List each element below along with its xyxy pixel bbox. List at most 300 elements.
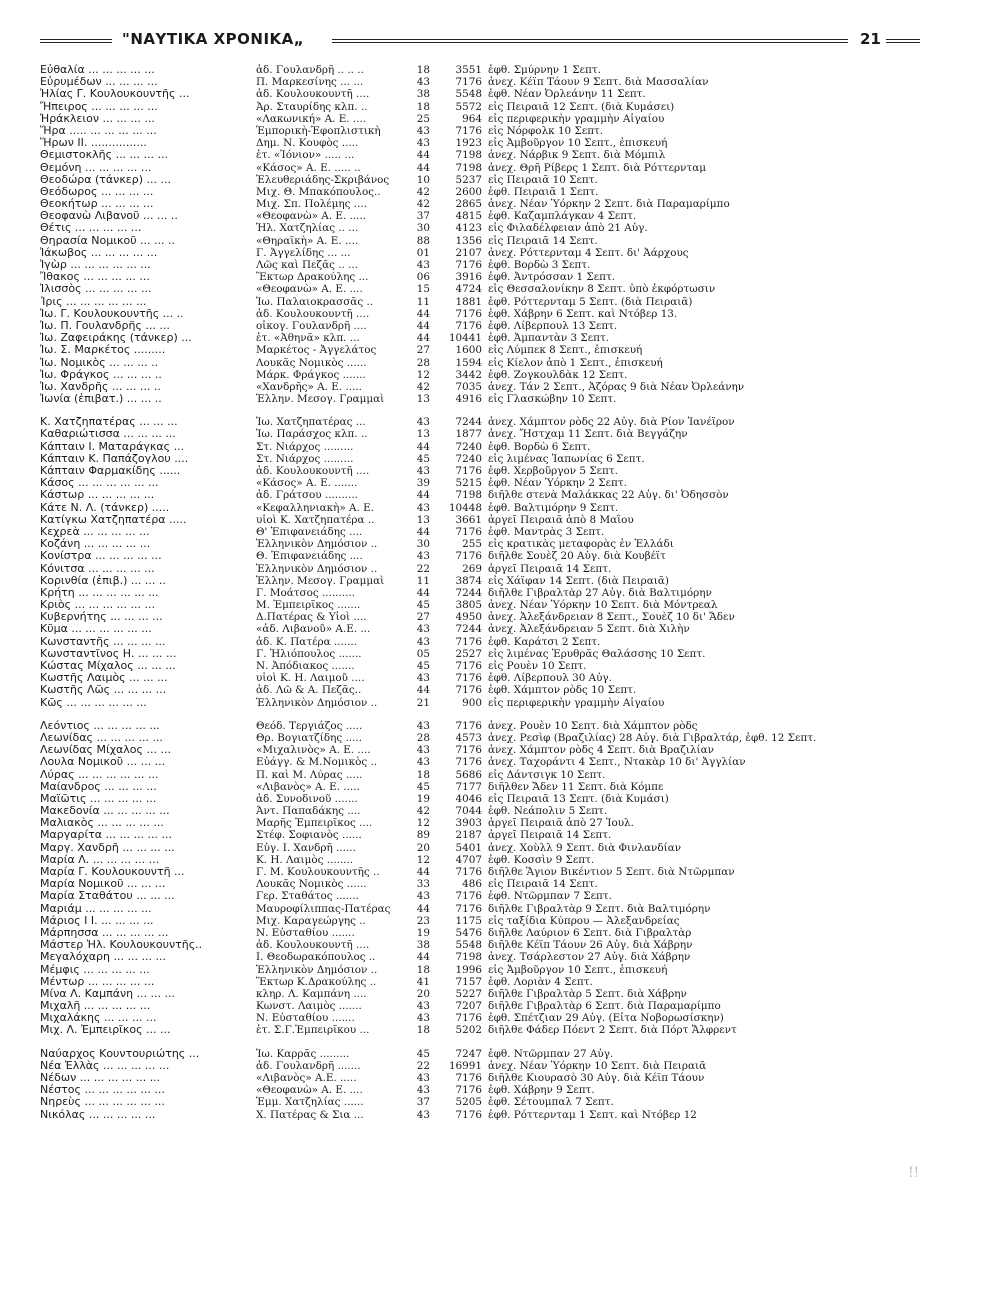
table-row — [40, 684, 920, 696]
owner: Μαυροφίλιππας-Πατέρας — [256, 902, 391, 915]
ship-name: Θεοδώρα (τάνκερ) ... ... — [40, 173, 171, 186]
owner: Ι. Θεοδωρακόπουλος .. — [256, 951, 376, 964]
ship-name: Ἰγὼρ ... ... ... ... ... ... — [40, 259, 151, 271]
table-row — [40, 805, 920, 817]
ship-name: Ἰάκωβος ... ... ... ... ... — [40, 246, 158, 259]
status: ἐφθ. Ντῶρμπαν 27 Αὐγ. — [488, 1047, 614, 1060]
ship-name: Ἶρις ... ... ... ... ... ... — [40, 295, 147, 308]
status: ἀργεῖ Πειραιᾶ 14 Σεπτ. — [488, 562, 612, 575]
ship-name: Κατίγκω Χατζηπατέρα ..... — [40, 513, 187, 526]
tonnage: 3874 — [455, 574, 482, 587]
tonnage: 7176 — [455, 635, 482, 648]
status: ἐφθ. Ρόττερνταμ 5 Σεπτ. (διὰ Πειραιᾶ) — [488, 295, 693, 308]
code: 43 — [416, 890, 430, 903]
tonnage: 7176 — [455, 756, 482, 769]
tonnage: 5548 — [455, 939, 482, 952]
owner: Λῶς καὶ Πεζᾶς .. ... — [256, 259, 359, 271]
table-row — [40, 113, 920, 125]
status: ἀργεῖ Πειραιᾶ 14 Σεπτ. — [488, 829, 612, 842]
header-title: "ΝΑΥΤΙΚΑ ΧΡΟΝΙΚΑ„ — [122, 30, 305, 48]
status: ἀνεχ. Θρῆ Ρίβερς 1 Σεπτ. διὰ Ρόττερνταμ — [488, 161, 707, 174]
ship-name: Εὐρυμέδων ... ... ... ... — [40, 76, 158, 89]
status: ἀνεχ. Νάρβικ 9 Σεπτ. διὰ Μόμπιλ — [488, 149, 666, 162]
ship-name: Κάστωρ ... ... ... ... ... — [40, 489, 155, 502]
status: εἰς Φιλαδέλφειαν ἀπὸ 21 Αὐγ. — [488, 222, 648, 235]
owner: «Λακωνική» Α. Ε. .... — [256, 112, 367, 125]
table-row — [40, 939, 920, 951]
code: 44 — [416, 684, 430, 697]
tonnage: 7247 — [455, 1047, 482, 1060]
table-row — [40, 210, 920, 222]
owner: Μιχ. Θ. Μπακόπουλος.. — [256, 185, 381, 198]
owner: Γ. Μ. Κουλουκουντῆς .. — [256, 866, 380, 878]
code: 13 — [416, 513, 430, 526]
owner: Ἑλλην. Μεσογ. Γραμμαὶ — [256, 574, 385, 587]
ship-name: Ἰω. Σ. Μαρκέτος ......... — [40, 344, 166, 357]
owner: Π. Μαρκεσίνης ... ... — [256, 76, 364, 89]
code: 43 — [416, 137, 430, 150]
owner: Στ. Νιάρχος ......... — [256, 440, 354, 453]
ship-name: Κῶς ... ... ... ... ... ... — [40, 696, 147, 709]
status: ἀργεῖ Πειραιᾶ ἀπὸ 27 Ἰουλ. — [488, 817, 634, 830]
status: εἰς περιφερικὴν γραμμὴν Αἰγαίου — [488, 696, 665, 709]
owner: Ἰω. Χατζηπατέρας ... — [256, 416, 366, 429]
owner: Ἑλληνικὸν Δημόσιον .. — [256, 696, 378, 709]
table-row — [40, 1024, 920, 1036]
margin-mark: !! — [908, 1165, 920, 1181]
owner: Ἐμμ. Χατζηλίας ...... — [256, 1096, 364, 1109]
ship-name: Ἤπειρος ... ... ... ... ... — [40, 100, 158, 113]
owner: Γερ. Σταθάτος ....... — [256, 890, 359, 903]
status: ἐφθ. Ρόττερνταμ 1 Σεπτ. καὶ Ντόβερ 12 — [488, 1108, 697, 1121]
code: 27 — [416, 344, 430, 357]
code: 37 — [416, 1096, 430, 1109]
code: 20 — [416, 987, 430, 1000]
owner: Ἰω. Καρρᾶς ......... — [256, 1047, 350, 1060]
ship-name: Κάπταιν Κ. Παπάζογλου .... — [40, 452, 189, 465]
code: 39 — [416, 477, 430, 490]
tonnage: 5572 — [455, 100, 482, 113]
table-row — [40, 550, 920, 562]
status: ἐφθ. Χάβρην 6 Σεπτ. καὶ Ντόβερ 13. — [488, 307, 678, 320]
ship-name: Μάριος Ι Ι. ... ... ... ... — [40, 914, 154, 927]
status: εἰς Πειραιᾶ 13 Σεπτ. (διὰ Κυμάσι) — [488, 792, 669, 805]
status: εἰς Ρουὲν 10 Σεπτ. — [488, 660, 587, 672]
owner: «Μιχαλινὸς» Α. Ε. .... — [256, 744, 371, 757]
status: εἰς Θεσσαλονίκην 8 Σεπτ. ὑπὸ ἐκφόρτωσιν — [488, 283, 716, 296]
status: εἰς λιμένας Ἰαπωνίας 6 Σεπτ. — [488, 452, 645, 465]
owner: κληρ. Λ. Καμπάνη .... — [256, 987, 367, 1000]
owner: «Θηραϊκὴ» Α. Ε. .... — [256, 234, 359, 247]
table-row — [40, 611, 920, 623]
status: ἐφθ. Μαντρὰς 3 Σεπτ. — [488, 525, 605, 538]
status: διῆλθε Σουὲζ 20 Αὐγ. διὰ Κουβέϊτ — [488, 550, 666, 563]
code: 43 — [416, 672, 430, 685]
owner: «ἀδ. Λιβανοῦ» Α.Ε. ... — [256, 623, 371, 636]
tonnage: 7244 — [455, 586, 482, 599]
ship-name: Μιχαλῆ ... ... ... ... ... — [40, 1000, 151, 1013]
code: 18 — [416, 768, 430, 781]
tonnage: 7176 — [455, 307, 482, 320]
owner: Θρ. Βογιατζίδης ..... — [256, 731, 362, 744]
code: 42 — [416, 380, 430, 393]
tonnage: 4046 — [455, 792, 482, 805]
table-row — [40, 271, 920, 283]
status: ἐφθ. Λοριὰν 4 Σεπτ. — [488, 975, 593, 988]
ship-name: Ἰω. Φράγκος ... ... ... .. — [40, 368, 162, 381]
tonnage: 10448 — [448, 501, 482, 514]
table-row — [40, 416, 920, 428]
tonnage: 7176 — [455, 124, 482, 137]
tonnage: 7176 — [455, 76, 482, 89]
status: ἀνεχ. Τάν 2 Σεπτ., Ἀζόρας 9 διὰ Νέαν Ὀρλεάνην — [488, 380, 745, 393]
tonnage: 1923 — [455, 137, 482, 150]
ship-name: Μαρία Λ. ... ... ... ... ... — [40, 853, 160, 866]
code: 27 — [416, 611, 430, 624]
tonnage: 1877 — [455, 428, 482, 441]
ship-name: Ἴθακος ... ... ... ... ... — [40, 271, 150, 284]
ship-name: Μακεδονία ... ... ... ... ... — [40, 805, 170, 818]
status: εἰς Πειραιᾶ 10 Σεπτ. — [488, 173, 598, 186]
table-row — [40, 283, 920, 295]
tonnage: 7176 — [455, 684, 482, 697]
status: ἀνεχ. Χοὺλλ 9 Σεπτ. διὰ Φινλανδίαν — [488, 841, 682, 854]
table-row — [40, 369, 920, 381]
owner: ἀδ. Κουλουκουντῆ .... — [256, 939, 370, 952]
tonnage: 7244 — [455, 416, 482, 429]
ship-name: Μαργαρίτα ... ... ... ... ... — [40, 829, 172, 842]
table-row — [40, 976, 920, 988]
tonnage: 3916 — [455, 271, 482, 284]
table-row — [40, 769, 920, 781]
code: 11 — [416, 574, 430, 587]
table-row — [40, 538, 920, 550]
status: διῆλθεν Ἄδεν 11 Σεπτ. διὰ Κόμπε — [488, 780, 664, 793]
status: ἐφθ. Νέαν Ὑόρκην 2 Σεπτ. — [488, 477, 627, 490]
status: ἀνεχ. Ρόττερνταμ 4 Σεπτ. δι' Ἀάρχους — [488, 246, 689, 259]
tonnage: 4573 — [455, 731, 482, 744]
status: διῆλθε στενὰ Μαλάκκας 22 Αὐγ. δι' Ὀδησσὸν — [488, 489, 729, 502]
tonnage: 7176 — [455, 319, 482, 332]
ship-name: Μίνα Λ. Καμπάνη ... ... ... — [40, 987, 176, 1000]
ship-name: Μιχ. Λ. Ἐμπειρῖκος ... ... — [40, 1024, 171, 1037]
section-gap — [40, 709, 920, 720]
code: 43 — [416, 719, 430, 732]
owner: Λουκᾶς Νομικὸς ...... — [256, 878, 367, 891]
owner: «Κεφαλληνιακὴ» Α. Ε. — [256, 501, 374, 514]
owner: Ἠλ. Χατζηλίας .. ... — [256, 222, 359, 235]
ship-name: Μαρία Γ. Κουλουκουντῆ ... — [40, 866, 185, 878]
owner: υἱοὶ Κ. Η. Λαιμοῦ .... — [256, 672, 365, 685]
table-row — [40, 563, 920, 575]
table-row — [40, 854, 920, 866]
ship-name: Κωστῆς Λαιμὸς ... ... ... — [40, 672, 168, 685]
tonnage: 5227 — [455, 987, 482, 1000]
table-row — [40, 381, 920, 393]
table-row — [40, 296, 920, 308]
table-row — [40, 623, 920, 635]
table-row — [40, 137, 920, 149]
table-row — [40, 781, 920, 793]
owner: Ἀντ. Παπαδάκης .... — [256, 805, 361, 818]
code: 12 — [416, 368, 430, 381]
ship-name: Κάπταιν Ι. Ματαράγκας ... — [40, 440, 185, 453]
code: 43 — [416, 76, 430, 89]
tonnage: 7176 — [455, 1084, 482, 1097]
owner: Μιχ. Σπ. Πολέμης .... — [256, 198, 367, 211]
code: 19 — [416, 792, 430, 805]
ship-name: Μαίανδρος ... ... ... ... — [40, 780, 157, 793]
tonnage: 7176 — [455, 672, 482, 685]
status: ἐφθ. Καράτσι 2 Σεπτ. — [488, 635, 601, 648]
code: 18 — [416, 963, 430, 976]
tonnage: 5686 — [455, 768, 482, 781]
tonnage: 4724 — [455, 283, 482, 296]
status: διῆλθε Ἅγιον Βικέντιον 5 Σεπτ. διὰ Ντῶρμπαν — [488, 866, 735, 878]
status: ἐφθ. Σπέτζιαν 29 Αὐγ. (Εἶτα Νοβορωσίσκην) — [488, 1012, 724, 1025]
owner: «Λιβανὸς» Α.Ε. ..... — [256, 1072, 357, 1084]
tonnage: 2865 — [455, 198, 482, 211]
tonnage: 900 — [462, 696, 482, 709]
owner: Ἕκτωρ Κ.Δρακούλης .. — [256, 975, 377, 988]
code: 18 — [416, 100, 430, 113]
ship-name: Μαριάμ ... ... ... ... ... — [40, 902, 152, 915]
ship-name: Κάτε Ν. Λ. (τάνκερ) ..... — [40, 501, 170, 514]
status: ἐφθ. Χάμπτον ρὸδς 10 Σεπτ. — [488, 684, 637, 697]
table-row — [40, 648, 920, 660]
owner: ἀδ. Γουλανδρῆ .. .. .. — [256, 64, 364, 76]
code: 43 — [416, 1000, 430, 1013]
code: 45 — [416, 660, 430, 672]
code: 15 — [416, 283, 430, 296]
ship-register-list — [40, 64, 920, 1121]
status: εἰς ταξίδια Κύπρου — Ἀλεξανδρείας — [488, 914, 680, 927]
status: ἐφθ. Ζογκουλδὰκ 12 Σεπτ. — [488, 368, 628, 381]
tonnage: 1996 — [455, 963, 482, 976]
status: ἐφθ. Νέαν Ὀρλεάνην 11 Σεπτ. — [488, 88, 646, 101]
ship-name: Κωνσταντῆς ... ... ... ... — [40, 635, 166, 648]
status: ἐφθ. Ντῶρμπαν 7 Σεπτ. — [488, 890, 612, 903]
status: διῆλθε Κιουρασὸ 30 Αὐγ. διὰ Κέϊπ Τάουν — [488, 1072, 705, 1084]
tonnage: 7157 — [455, 975, 482, 988]
tonnage: 7176 — [455, 660, 482, 672]
code: 43 — [416, 1108, 430, 1121]
owner: Ἑλληνικὸν Δημόσιον .. — [256, 562, 378, 575]
header-rule-right — [886, 39, 920, 40]
code: 44 — [416, 525, 430, 538]
tonnage: 7240 — [455, 440, 482, 453]
tonnage: 5202 — [455, 1024, 482, 1037]
code: 44 — [416, 586, 430, 599]
status: ἐφθ. Σμύρνην 1 Σεπτ. — [488, 64, 601, 76]
owner: ἀδ. Κουλουκουντῆ .... — [256, 88, 370, 101]
owner: Θ. Ἐπιφανειάδης .... — [256, 550, 363, 563]
section-gap — [40, 1037, 920, 1048]
header-rule-middle — [332, 39, 848, 40]
ship-name: Νέδων ... ... ... ... ... ... — [40, 1072, 161, 1084]
code: 43 — [416, 501, 430, 514]
status: ἐφθ. Βορδὼ 6 Σεπτ. — [488, 440, 591, 453]
tonnage: 7176 — [455, 1012, 482, 1025]
status: εἰς Πειραιᾶ 14 Σεπτ. — [488, 878, 598, 891]
status: ἀνεχ. Ρουὲν 10 Σεπτ. διὰ Χάμπτον ρὸδς — [488, 719, 698, 732]
status: ἀνεχ. Νέαν Ὑόρκην 10 Σεπτ. διὰ Πειραιᾶ — [488, 1059, 707, 1072]
ship-name: Νέστος ... ... ... ... ... ... — [40, 1084, 165, 1097]
code: 30 — [416, 538, 430, 551]
status: διῆλθε Κέϊπ Τάουν 26 Αὐγ. διὰ Χάβρην — [488, 939, 693, 952]
owner: ἀδ. Γουλανδρῆ ....... — [256, 1059, 361, 1072]
owner: Μαρκέτος - Ἀγγελάτος — [256, 344, 377, 357]
table-row — [40, 927, 920, 939]
code: 44 — [416, 307, 430, 320]
table-row — [40, 1060, 920, 1072]
owner: Ἀρ. Σταυρίδης κλπ. .. — [256, 100, 368, 113]
table-row — [40, 890, 920, 902]
code: 43 — [416, 1072, 430, 1084]
table-row — [40, 1096, 920, 1108]
owner: Μαρῆς Ἐμπειρῖκος .... — [256, 817, 373, 830]
tonnage: 7176 — [455, 902, 482, 915]
status: ἐφθ. Λίβερπουλ 13 Σεπτ. — [488, 319, 618, 332]
code: 43 — [416, 1084, 430, 1097]
table-row — [40, 64, 920, 76]
owner: Γ. Μοάτσος .......... — [256, 586, 355, 599]
table-row — [40, 76, 920, 88]
status: ἐφθ. Ἀμπαντὰν 3 Σεπτ. — [488, 332, 610, 345]
table-row — [40, 732, 920, 744]
status: ἀνεχ. Τσάρλεστον 27 Αὐγ. διὰ Χάβρην — [488, 951, 691, 964]
ship-name: Μέντωρ ... ... ... ... ... — [40, 975, 155, 988]
ship-name: Κ. Χατζηπατέρας ... ... ... — [40, 416, 178, 429]
tonnage: 7207 — [455, 1000, 482, 1013]
status: εἰς Ἀμβοῦργον 10 Σεπτ., ἐπισκευή — [488, 137, 668, 150]
owner: Μιχ. Καραγεώργης .. — [256, 914, 366, 927]
ship-name: Νικόλας ... ... ... ... ... — [40, 1108, 156, 1121]
status: ἀνεχ. Χάμπτον ρὸδς 4 Σεπτ. διὰ Βραζιλίαν — [488, 744, 714, 757]
tonnage: 7176 — [455, 259, 482, 271]
ship-name: Ναύαρχος Κουντουριώτης ... — [40, 1047, 200, 1060]
owner: ἀδ. Κ. Πατέρα ....... — [256, 635, 358, 648]
ship-name: Νέα Ἑλλὰς ... ... ... ... ... — [40, 1059, 170, 1072]
table-row — [40, 599, 920, 611]
ship-name: Νηρεὺς ... ... ... ... ... ... — [40, 1096, 165, 1109]
code: 42 — [416, 805, 430, 818]
table-row — [40, 866, 920, 878]
owner: υἱοὶ Κ. Χατζηπατέρα .. — [256, 513, 375, 526]
status: εἰς Κίελον ἀπὸ 1 Σεπτ., ἐπισκευή — [488, 356, 663, 369]
owner: ἀδ. Λῶ & Α. Πεζᾶς.. — [256, 684, 362, 697]
tonnage: 7176 — [455, 525, 482, 538]
owner: Χ. Πατέρας & Σια ... — [256, 1108, 364, 1121]
ship-name: Κώστας Μίχαλος ... ... ... — [40, 660, 176, 672]
ship-name: Ἥρα ..... ... ... ... ... ... — [40, 124, 157, 137]
ship-name: Λεόντιος ... ... ... ... ... — [40, 719, 160, 732]
status: ἀνεχ. Ἀλεξάνδρειαν 8 Σεπτ., Σουὲζ 10 δι' Ἄδεν — [488, 611, 735, 624]
owner: Ν. Εὐσταθίου ....... — [256, 926, 355, 939]
ship-name: Εὐθαλία ... ... ... ... ... — [40, 64, 155, 76]
table-row — [40, 1012, 920, 1024]
code: 05 — [416, 647, 430, 660]
page-header — [40, 30, 920, 50]
code: 37 — [416, 210, 430, 223]
ship-name: Μέμφις ... ... ... ... ... — [40, 963, 150, 976]
code: 11 — [416, 295, 430, 308]
code: 44 — [416, 951, 430, 964]
tonnage: 3805 — [455, 599, 482, 612]
page-number: 21 — [860, 30, 881, 48]
status: ἐφθ. Καζαμπλάγκαν 4 Σεπτ. — [488, 210, 637, 223]
ship-name: Λεωνίδας Μίχαλος ... ... — [40, 744, 171, 757]
section-4 — [40, 1048, 920, 1121]
code: 45 — [416, 1047, 430, 1060]
table-row — [40, 222, 920, 234]
ship-name: Θέτις ... ... ... ... ... — [40, 222, 142, 235]
table-row — [40, 878, 920, 890]
owner: οἶκογ. Γουλανδρῆ .... — [256, 319, 367, 332]
ship-name: Κάσος ... ... ... ... ... ... — [40, 477, 159, 490]
tonnage: 7198 — [455, 161, 482, 174]
status: ἀνεχ. Ἀλεξάνδρειαν 5 Σεπτ. διὰ Χιλὴν — [488, 623, 690, 636]
table-row — [40, 636, 920, 648]
tonnage: 7044 — [455, 805, 482, 818]
owner: «Θεοφανὼ» Α. Ε. ..... — [256, 210, 367, 223]
ship-name: Κόνιτσα ... ... ... ... ... — [40, 562, 155, 575]
table-row — [40, 344, 920, 356]
status: διῆλθε Γιβραλτὰρ 6 Σεπτ. διὰ Παραμαρίμπο — [488, 1000, 721, 1013]
code: 43 — [416, 623, 430, 636]
owner: «Χανδρῆς» Α. Ε. ..... — [256, 380, 362, 393]
tonnage: 5548 — [455, 88, 482, 101]
status: ἐφθ. Βορδὼ 3 Σεπτ. — [488, 259, 591, 271]
status: διῆλθε Γιβραλτὰρ 5 Σεπτ. διὰ Χάβρην — [488, 987, 687, 1000]
code: 44 — [416, 866, 430, 878]
ship-name: Μεγαλόχαρη ... ... ... ... — [40, 951, 166, 964]
ship-name: Θεόδωρος ... ... ... ... — [40, 185, 154, 198]
ship-name: Κορινθία (ἐπιβ.) ... ... .. — [40, 574, 166, 587]
table-row — [40, 465, 920, 477]
owner: ἑτ. «Ἰόνιον» ..... ... — [256, 149, 355, 162]
ship-name: Κονίστρα ... ... ... ... ... — [40, 550, 162, 563]
table-row — [40, 1072, 920, 1084]
ship-name: Μιχαλάκης ... ... ... ... — [40, 1012, 157, 1025]
table-row — [40, 756, 920, 768]
code: 10 — [416, 173, 430, 186]
table-row — [40, 1109, 920, 1121]
code: 88 — [416, 234, 430, 247]
code: 43 — [416, 465, 430, 477]
status: ἀνεχ. Ἤστχαμ 11 Σεπτ. διὰ Βεγγάζην — [488, 428, 688, 441]
code: 44 — [416, 902, 430, 915]
ship-name: Κεχρεὰ ... ... ... ... ... — [40, 525, 150, 538]
section-3 — [40, 720, 920, 1037]
code: 41 — [416, 975, 430, 988]
ship-name: Κοζάνη ... ... ... ... ... — [40, 538, 151, 551]
section-2 — [40, 416, 920, 709]
tonnage: 4815 — [455, 210, 482, 223]
ship-name: Καθαριώτισσα ... ... ... ... — [40, 428, 176, 441]
table-row — [40, 308, 920, 320]
code: 20 — [416, 841, 430, 854]
owner: Γ. Ἀγγελίδης ... ... — [256, 246, 351, 259]
tonnage: 3903 — [455, 817, 482, 830]
tonnage: 7176 — [455, 1072, 482, 1084]
owner: ἀδ. Συνοδινοῦ ....... — [256, 792, 358, 805]
owner: Ἑλλην. Μεσογ. Γραμμαὶ — [256, 393, 385, 406]
table-row — [40, 441, 920, 453]
owner: Θ' Ἐπιφανειάδης .... — [256, 525, 363, 538]
owner: ἀδ. Κουλουκουντῆ .... — [256, 465, 370, 477]
ship-name: Μάρπησσα ... ... ... ... ... — [40, 926, 169, 939]
